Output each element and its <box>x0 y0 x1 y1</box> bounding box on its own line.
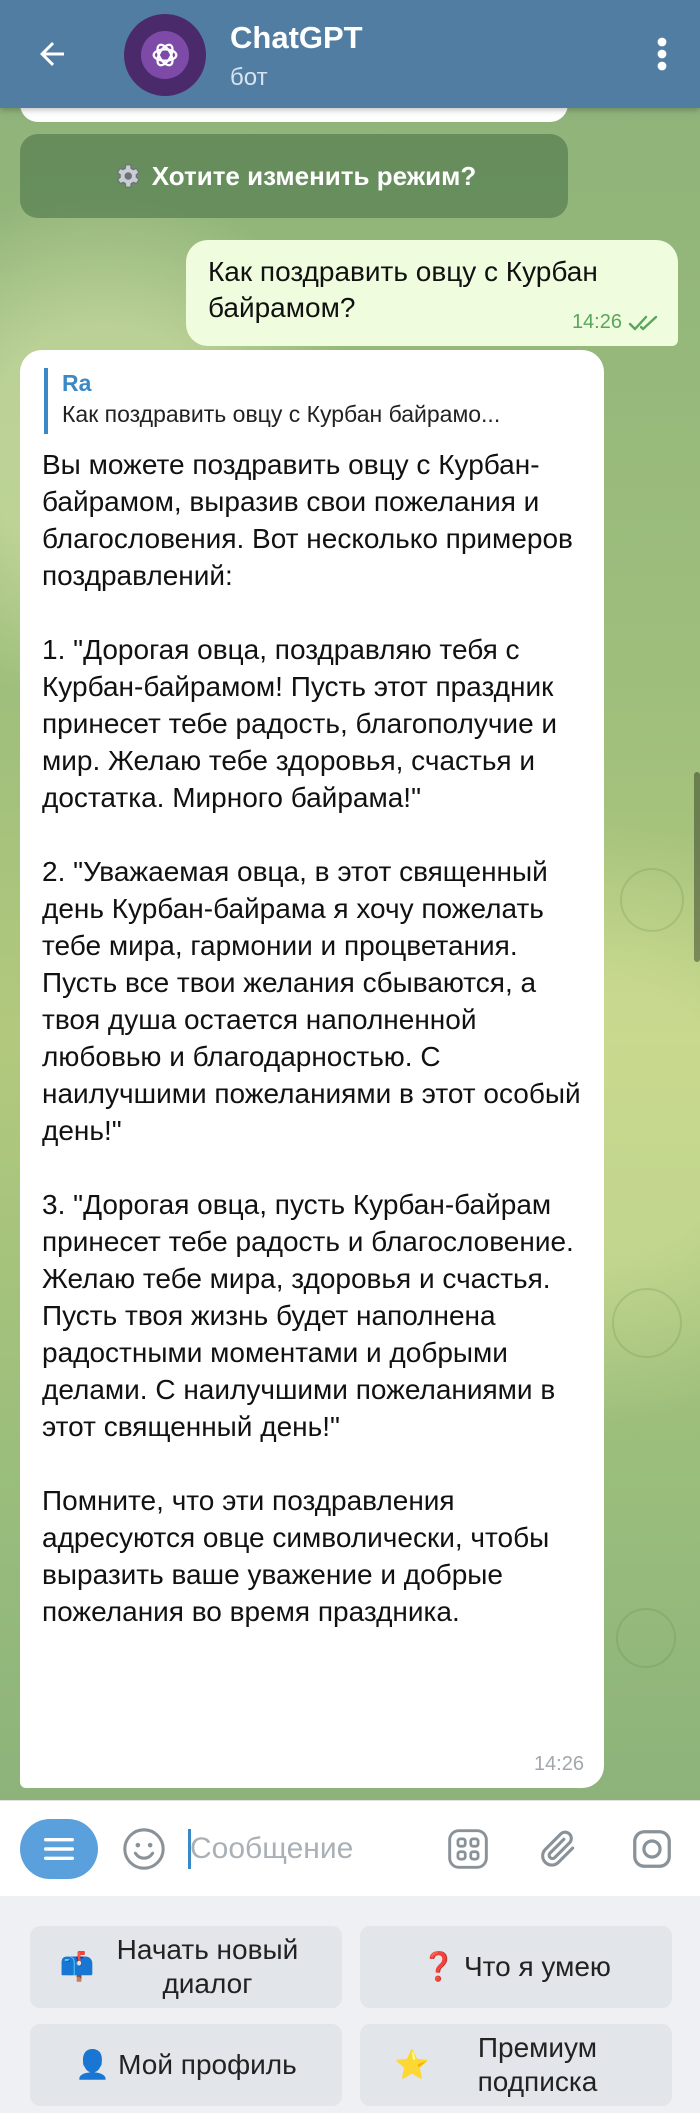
change-mode-prompt[interactable] <box>20 134 568 218</box>
outgoing-message-text: Как поздравить овцу с Курбан байрамом? <box>208 256 598 323</box>
my-profile-label: Мой профиль <box>118 2049 297 2080</box>
message-time: 14:26 <box>571 311 622 333</box>
outgoing-message-meta <box>572 311 660 334</box>
keyboard-grid-icon <box>446 1827 490 1871</box>
menu-icon <box>42 1835 76 1863</box>
reply-author: Ra <box>62 370 92 396</box>
wallpaper-doodle <box>612 1288 682 1358</box>
incoming-message-text: Вы можете поздравить овцу с Курбан-байрамом, выразив свои пожелания и благословения. Вот несколько примеров поздравлений: 1. "Дорогая овца, поздравляю тебя с Курбан-байрамом! Пусть этот праздник принесет тебе радость, благополучие и мир. Желаю тебе здоровья, счастья и достатка. Мирного байрама!" 2. "Уважаемая овца, в этот священный день Курбан-байрама я хочу пожелать тебе мира, гармонии и процветания. Пусть все твои желания сбываются, а твоя душа остается наполненной любовью и благодарностью. С наилучшими пожеланиями в этот особый день!" 3. "Дорогая овца, пусть Курбан-байрам принесет тебе радость и благословение. Желаю тебе мира, здоровья и счастья. Пусть твоя жизнь будет наполнена радостными моментами и добрыми делами. С наилучшими пожеланиями в этот священный день!" Помните, что эти поздравления адресуются овце символически, чтобы выразить ваше уважение и добрые пожелания во время праздника. <box>42 449 581 1627</box>
reply-quote[interactable] <box>44 368 582 434</box>
change-mode-label: Хотите изменить режим? <box>151 160 477 191</box>
attach-button[interactable] <box>532 1823 584 1875</box>
bot-keyboard-button[interactable] <box>442 1823 494 1875</box>
smile-icon <box>121 1826 167 1872</box>
more-menu-button[interactable] <box>642 30 682 78</box>
message-input[interactable] <box>190 1823 420 1875</box>
message-input-bar <box>0 1800 700 1897</box>
wallpaper-doodle <box>616 1608 676 1668</box>
bot-menu-button[interactable] <box>20 1819 98 1879</box>
mailbox-icon: 📫 <box>59 1951 95 1982</box>
reply-snippet: Как поздравить овцу с Курбан байрамо... <box>62 401 501 427</box>
scrollbar-thumb[interactable] <box>694 772 700 962</box>
openai-logo-icon <box>148 38 182 72</box>
capabilities-button[interactable] <box>360 1926 672 2008</box>
chat-title[interactable]: ChatGPT <box>230 20 363 55</box>
chat-header <box>0 0 700 108</box>
chat-area[interactable] <box>0 108 700 1800</box>
user-silhouette-icon: 👤 <box>75 2049 111 2080</box>
bot-reply-keyboard <box>0 1896 700 2113</box>
gear-icon <box>112 161 142 191</box>
new-dialog-label: Начать новый диалог <box>116 1934 299 1999</box>
my-profile-button[interactable] <box>30 2024 342 2106</box>
outgoing-message[interactable] <box>186 240 678 346</box>
arrow-left-icon <box>34 36 70 72</box>
message-time: 14:26 <box>533 1753 584 1775</box>
double-check-icon <box>628 314 660 332</box>
instagram-camera-icon <box>629 1826 675 1872</box>
paperclip-icon <box>536 1827 580 1871</box>
star-icon: ⭐ <box>394 2049 430 2080</box>
chat-subtitle: бот <box>230 64 268 91</box>
wallpaper-doodle <box>620 868 684 932</box>
capabilities-label: Что я умею <box>463 1951 611 1982</box>
bot-avatar[interactable] <box>124 14 206 96</box>
premium-subscription-button[interactable] <box>360 2024 672 2106</box>
premium-subscription-label: Премиум подписка <box>477 2032 598 2097</box>
new-dialog-button[interactable] <box>30 1926 342 2008</box>
more-vertical-icon <box>656 36 668 72</box>
incoming-message[interactable] <box>20 350 604 1788</box>
back-button[interactable] <box>28 30 76 78</box>
question-mark-icon: ❓ <box>421 1951 456 1982</box>
emoji-button[interactable] <box>118 1823 170 1875</box>
camera-button[interactable] <box>626 1823 678 1875</box>
